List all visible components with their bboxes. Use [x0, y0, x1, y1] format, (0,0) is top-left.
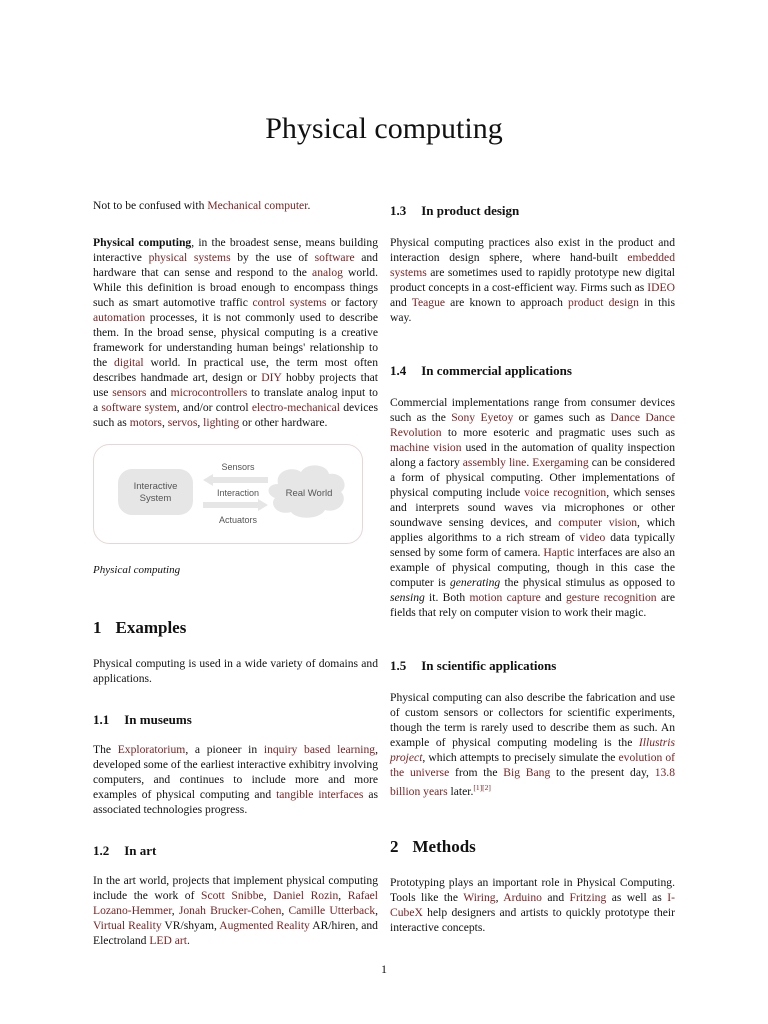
link-camille-utterback[interactable]: Camille Utterback	[288, 904, 376, 917]
interactive-system-box	[118, 469, 193, 515]
link-rafael-lozano-hemmer[interactable]: Rafael Lozano-Hemmer	[93, 889, 379, 917]
interactive-system-label-2: System	[139, 493, 172, 504]
link-dance-dance-revolution[interactable]: Dance Dance Revolution	[390, 411, 675, 439]
page-number: 1	[381, 962, 387, 976]
section-art-heading: 1.2 In art	[93, 843, 157, 858]
link-virtual-reality[interactable]: Virtual Reality	[93, 919, 162, 932]
page-title: Physical computing	[265, 112, 503, 145]
link-augmented-reality[interactable]: Augmented Reality	[219, 919, 310, 932]
section-product-design-heading: 1.3 In product design	[390, 203, 520, 218]
right-column	[390, 198, 675, 935]
link-voice-recognition[interactable]: voice recognition	[524, 486, 607, 499]
link-fritzing[interactable]: Fritzing	[569, 890, 607, 904]
link-servos[interactable]: servos	[167, 416, 198, 429]
section-commercial-heading: 1.4 In commercial applications	[390, 363, 572, 378]
link-digital[interactable]: digital	[114, 356, 144, 369]
disambiguation-note: Not to be confused with Mechanical computer.	[93, 199, 311, 212]
link-teague[interactable]: Teague	[411, 296, 446, 309]
section-methods-heading: 2 Methods	[390, 836, 476, 856]
link-microcontrollers[interactable]: microcontrollers	[170, 386, 248, 399]
link-jonah-brucker-cohen[interactable]: Jonah Brucker-Cohen	[178, 904, 282, 917]
actuators-label: Actuators	[218, 515, 258, 525]
left-column	[93, 198, 378, 948]
link-led-art[interactable]: LED art	[149, 934, 188, 947]
interactive-system-label-1: Interactive	[133, 481, 178, 492]
link-electro-mechanical[interactable]: electro-mechanical	[251, 401, 340, 414]
commercial-paragraph: Commercial implementations range from consumer devices such as the Sony Eyetoy or games such as Dance Dance Revolution to more esoteric and pragmatic uses such as machine vision used in the automation of quality inspection along a factory assembly line. Exergaming can be considered a form of physical computing. Other implementations of physical computing include voice recognition, which senses and interprets sound waves via microphones or other soundwave sensing devices, and computer vision, which applies algorithms to a rich stream of video data typically sensed by some form of camera. Haptic interfaces are also an example of physical computing, though in this case the computer is generating the physical stimulus as opposed to sensing it. Both motion capture and gesture recognition are fields that rely on computer vision to work their magic.	[390, 396, 676, 619]
product-design-paragraph: Physical computing practices also exist in the product and interaction design sphere, where hand-built embedded systems are sometimes used to rapidly prototype new digital product concepts in a cost-efficient way. Firms such as IDEO and Teague are known to approach product design in this way.	[390, 236, 675, 324]
link-evolution-of-the-universe[interactable]: evolution of the universe	[390, 751, 675, 779]
link-inquiry-based-learning[interactable]: inquiry based learning	[263, 743, 376, 756]
link-diy[interactable]: DIY	[261, 371, 282, 384]
link-wiring[interactable]: Wiring	[463, 890, 496, 904]
link-haptic[interactable]: Haptic	[543, 546, 575, 559]
link-automation[interactable]: automation	[93, 311, 146, 324]
link-tangible-interfaces[interactable]: tangible interfaces	[276, 788, 364, 801]
link-machine-vision[interactable]: machine vision	[390, 441, 462, 454]
link-i-cubex[interactable]: I-CubeX	[390, 890, 675, 919]
link-assembly-line[interactable]: assembly line	[462, 456, 527, 469]
section-museums-heading: 1.1 In museums	[93, 712, 192, 727]
link-motors[interactable]: motors	[129, 416, 162, 429]
figure-caption: Physical computing	[93, 564, 181, 576]
link-analog[interactable]: analog	[312, 266, 343, 279]
section-examples-heading: 1 Examples	[93, 618, 187, 637]
link-software[interactable]: software	[314, 251, 355, 264]
link-mechanical-computer[interactable]: Mechanical computer	[207, 199, 308, 212]
link-big-bang[interactable]: Big Bang	[503, 766, 551, 779]
link-motion-capture[interactable]: motion capture	[469, 591, 541, 604]
examples-paragraph: Physical computing is used in a wide variety of domains and applications.	[93, 657, 378, 685]
link-computer-vision[interactable]: computer vision	[558, 516, 638, 529]
link-13-8-billion-years[interactable]: 13.8 billion years	[390, 766, 675, 798]
link-gesture-recognition[interactable]: gesture recognition	[566, 591, 657, 604]
link-daniel-rozin[interactable]: Daniel Rozin	[273, 889, 339, 902]
citation-1-2[interactable]: [1][2]	[473, 783, 491, 792]
scientific-paragraph: Physical computing can also describe the fabrication and use of custom sensors or collectors for scientific experiments, though the term is rarely used to describe them as such. An example of physical computing modeling is the Illustris project, which attempts to precisely simulate the evolution of the universe from the Big Bang to the present day, 13.8 billion years later.[1][2]	[390, 691, 675, 798]
link-ideo[interactable]: IDEO	[647, 281, 675, 294]
link-exploratorium[interactable]: Exploratorium	[117, 743, 186, 756]
link-lighting[interactable]: lighting	[203, 416, 240, 429]
art-paragraph: In the art world, projects that implement physical computing include the work of Scott Snibbe, Daniel Rozin, Rafael Lozano-Hemmer, Jonah Brucker-Cohen, Camille Utterback, Virtual Reality VR/shyam, Augmented Reality AR/hiren, and Electroland LED art.	[93, 874, 379, 947]
link-illustris-project[interactable]: Illustris project	[390, 736, 675, 764]
link-scott-snibbe[interactable]: Scott Snibbe	[201, 889, 264, 902]
link-arduino[interactable]: Arduino	[503, 890, 542, 904]
link-software-system[interactable]: software system	[101, 401, 177, 414]
section-scientific-heading: 1.5 In scientific applications	[390, 658, 557, 673]
link-sensors[interactable]: sensors	[112, 386, 147, 399]
link-embedded-systems[interactable]: embedded systems	[390, 251, 675, 279]
link-sony-eyetoy[interactable]: Sony Eyetoy	[451, 411, 514, 424]
link-physical-systems[interactable]: physical systems	[148, 251, 231, 264]
interaction-label: Interaction	[216, 488, 260, 498]
intro-paragraph: Physical computing, in the broadest sense, means building interactive physical systems by the use of software and hardware that can sense and respond to the analog world. While this definition is broad enough to encompass things such as smart automotive traffic control systems or factory automation processes, it is not commonly used to describe them. In the broad sense, physical computing is a creative framework for understanding human beings' relationship to the digital world. In practical use, the term most often describes handmade art, design or DIY hobby projects that use sensors and microcontrollers to translate analog input to a software system, and/or control electro-mechanical devices such as motors, servos, lighting or other hardware.	[93, 236, 379, 429]
sensors-label: Sensors	[221, 462, 255, 472]
physical-computing-diagram	[93, 444, 363, 544]
link-product-design[interactable]: product design	[568, 296, 639, 309]
real-world-label: Real World	[285, 488, 333, 499]
link-control-systems[interactable]: control systems	[252, 296, 327, 309]
link-video[interactable]: video	[579, 531, 606, 544]
methods-paragraph: Prototyping plays an important role in Physical Computing. Tools like the Wiring, Arduino and Fritzing as well as I-CubeX help designers and artists to quickly prototype their interactive concepts.	[390, 875, 675, 934]
link-exergaming[interactable]: Exergaming	[532, 456, 589, 469]
museums-paragraph: The Exploratorium, a pioneer in inquiry based learning, developed some of the earliest interactive exhibitry involving computers, and continues to include more and more examples of physical computing and tangible interfaces as associated technologies progress.	[93, 743, 378, 816]
